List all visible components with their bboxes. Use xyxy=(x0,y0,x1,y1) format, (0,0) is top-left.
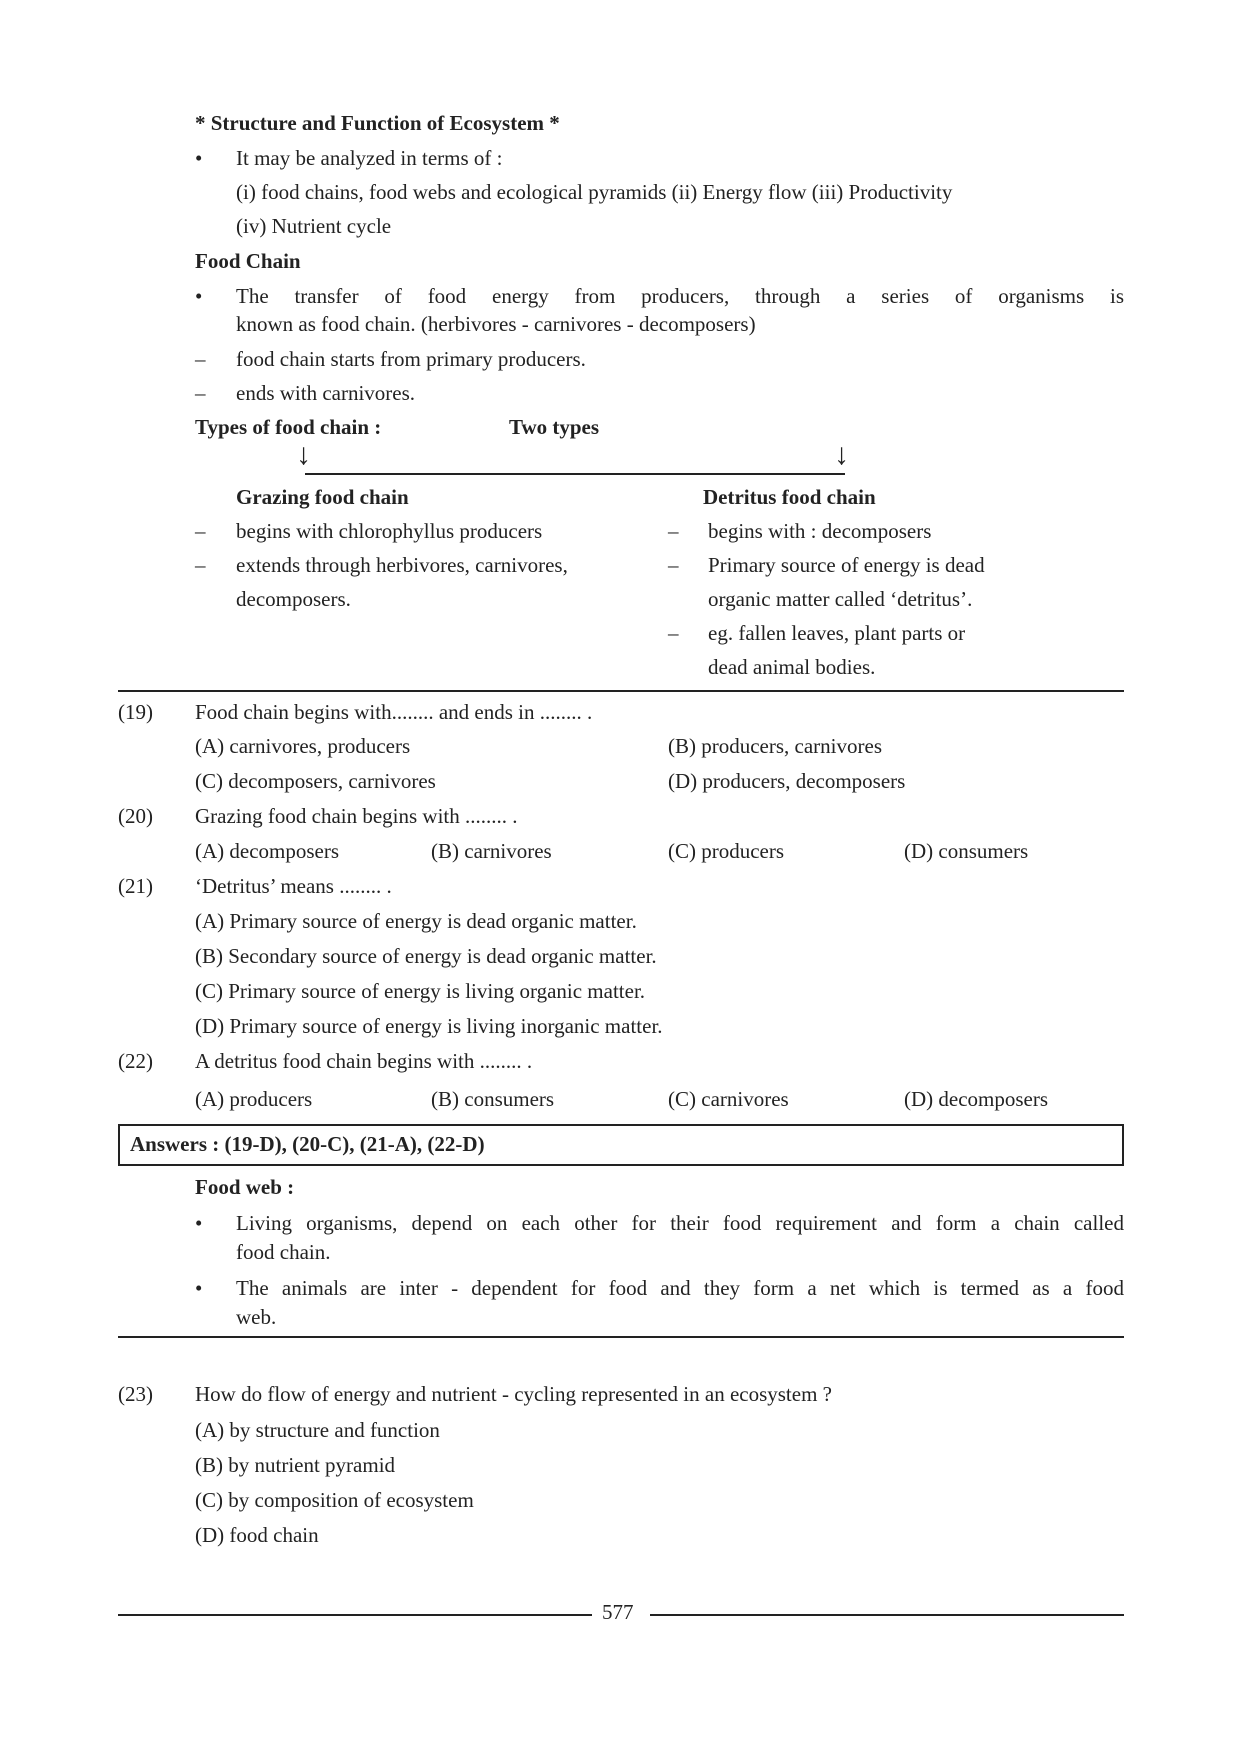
detritus-point-2-cont: organic matter called ‘detritus’. xyxy=(708,587,973,611)
question-number: (20) xyxy=(118,804,153,828)
question-text: Food chain begins with........ and ends in ........ . xyxy=(195,700,593,724)
option-d: (D) food chain xyxy=(195,1523,319,1547)
ecosystem-line-2: (iv) Nutrient cycle xyxy=(236,214,392,238)
section-heading-ecosystem: * Structure and Function of Ecosystem * xyxy=(195,111,560,135)
option-c: (C) carnivores xyxy=(668,1087,789,1111)
option-a: (A) decomposers xyxy=(195,839,340,863)
ecosystem-intro: It may be analyzed in terms of : xyxy=(236,146,503,170)
food-web-bullet-2-line-2: web. xyxy=(236,1305,277,1329)
answers-text: Answers : (19-D), (20-C), (21-A), (22-D) xyxy=(130,1132,485,1156)
option-d: (D) decomposers xyxy=(904,1087,1049,1111)
footer-rule-right xyxy=(650,1614,1124,1616)
bullet: • xyxy=(195,146,203,170)
dash: – xyxy=(195,381,206,405)
option-b: (B) consumers xyxy=(431,1087,555,1111)
food-chain-heading: Food Chain xyxy=(195,249,301,273)
question-text: How do flow of energy and nutrient - cycling represented in an ecosystem ? xyxy=(195,1382,832,1406)
question-text: Grazing food chain begins with ........ . xyxy=(195,804,518,828)
food-chain-point-1: food chain starts from primary producers. xyxy=(236,347,586,371)
arrow-down-icon: ↓ xyxy=(834,438,849,471)
detritus-title: Detritus food chain xyxy=(703,485,876,509)
food-chain-point-2: ends with carnivores. xyxy=(236,381,416,405)
types-label: Types of food chain : xyxy=(195,415,382,439)
branch-connector-line xyxy=(305,473,845,475)
option-b: (B) producers, carnivores xyxy=(668,734,882,758)
question-text: ‘Detritus’ means ........ . xyxy=(195,874,392,898)
option-a: (A) producers xyxy=(195,1087,313,1111)
food-chain-definition-line-1: The transfer of food energy from producers, through a series of organisms is xyxy=(236,284,1124,308)
question-number: (23) xyxy=(118,1382,153,1406)
types-count: Two types xyxy=(509,415,600,439)
answers-box xyxy=(118,1124,1124,1166)
option-a: (A) carnivores, producers xyxy=(195,734,411,758)
option-d: (D) consumers xyxy=(904,839,1029,863)
dash: – xyxy=(195,347,206,371)
question-number: (19) xyxy=(118,700,153,724)
option-c: (C) by composition of ecosystem xyxy=(195,1488,474,1512)
detritus-point-1: begins with : decomposers xyxy=(708,519,932,543)
bullet: • xyxy=(195,1211,203,1235)
question-number: (22) xyxy=(118,1049,153,1073)
question-text: A detritus food chain begins with ........ . xyxy=(195,1049,533,1073)
option-c: (C) producers xyxy=(668,839,785,863)
option-c: (C) decomposers, carnivores xyxy=(195,769,436,793)
dash: – xyxy=(668,553,679,577)
bullet: • xyxy=(195,1276,203,1300)
question-number: (21) xyxy=(118,874,153,898)
grazing-point-1: begins with chlorophyllus producers xyxy=(236,519,543,543)
food-web-bullet-1-line-1: Living organisms, depend on each other for their food requirement and form a chain called xyxy=(236,1211,1124,1235)
bullet: • xyxy=(195,284,203,308)
option-a: (A) Primary source of energy is dead organic matter. xyxy=(195,909,637,933)
footer-rule-left xyxy=(118,1614,592,1616)
option-c: (C) Primary source of energy is living organic matter. xyxy=(195,979,646,1003)
page-number: 577 xyxy=(602,1600,634,1624)
option-d: (D) producers, decomposers xyxy=(668,769,906,793)
option-b: (B) by nutrient pyramid xyxy=(195,1453,396,1477)
dash: – xyxy=(668,621,679,645)
ecosystem-line-1: (i) food chains, food webs and ecological pyramids (ii) Energy flow (iii) Productivity xyxy=(236,180,953,204)
grazing-point-2-cont: decomposers. xyxy=(236,587,351,611)
detritus-point-3-cont: dead animal bodies. xyxy=(708,655,876,679)
option-a: (A) by structure and function xyxy=(195,1418,440,1442)
grazing-point-2: extends through herbivores, carnivores, xyxy=(236,553,568,577)
arrow-down-icon: ↓ xyxy=(296,438,311,471)
detritus-point-2: Primary source of energy is dead xyxy=(708,553,985,577)
food-web-heading: Food web : xyxy=(195,1175,295,1199)
detritus-point-3: eg. fallen leaves, plant parts or xyxy=(708,621,966,645)
option-d: (D) Primary source of energy is living inorganic matter. xyxy=(195,1014,663,1038)
option-b: (B) carnivores xyxy=(431,839,552,863)
section-divider xyxy=(118,1336,1124,1338)
dash: – xyxy=(668,519,679,543)
section-divider xyxy=(118,690,1124,692)
dash: – xyxy=(195,519,206,543)
dash: – xyxy=(195,553,206,577)
option-b: (B) Secondary source of energy is dead organic matter. xyxy=(195,944,657,968)
food-web-bullet-1-line-2: food chain. xyxy=(236,1240,331,1264)
food-web-bullet-2-line-1: The animals are inter - dependent for food and they form a net which is termed as a food xyxy=(236,1276,1124,1300)
food-chain-definition-line-2: known as food chain. (herbivores - carnivores - decomposers) xyxy=(236,312,756,336)
grazing-title: Grazing food chain xyxy=(236,485,409,509)
